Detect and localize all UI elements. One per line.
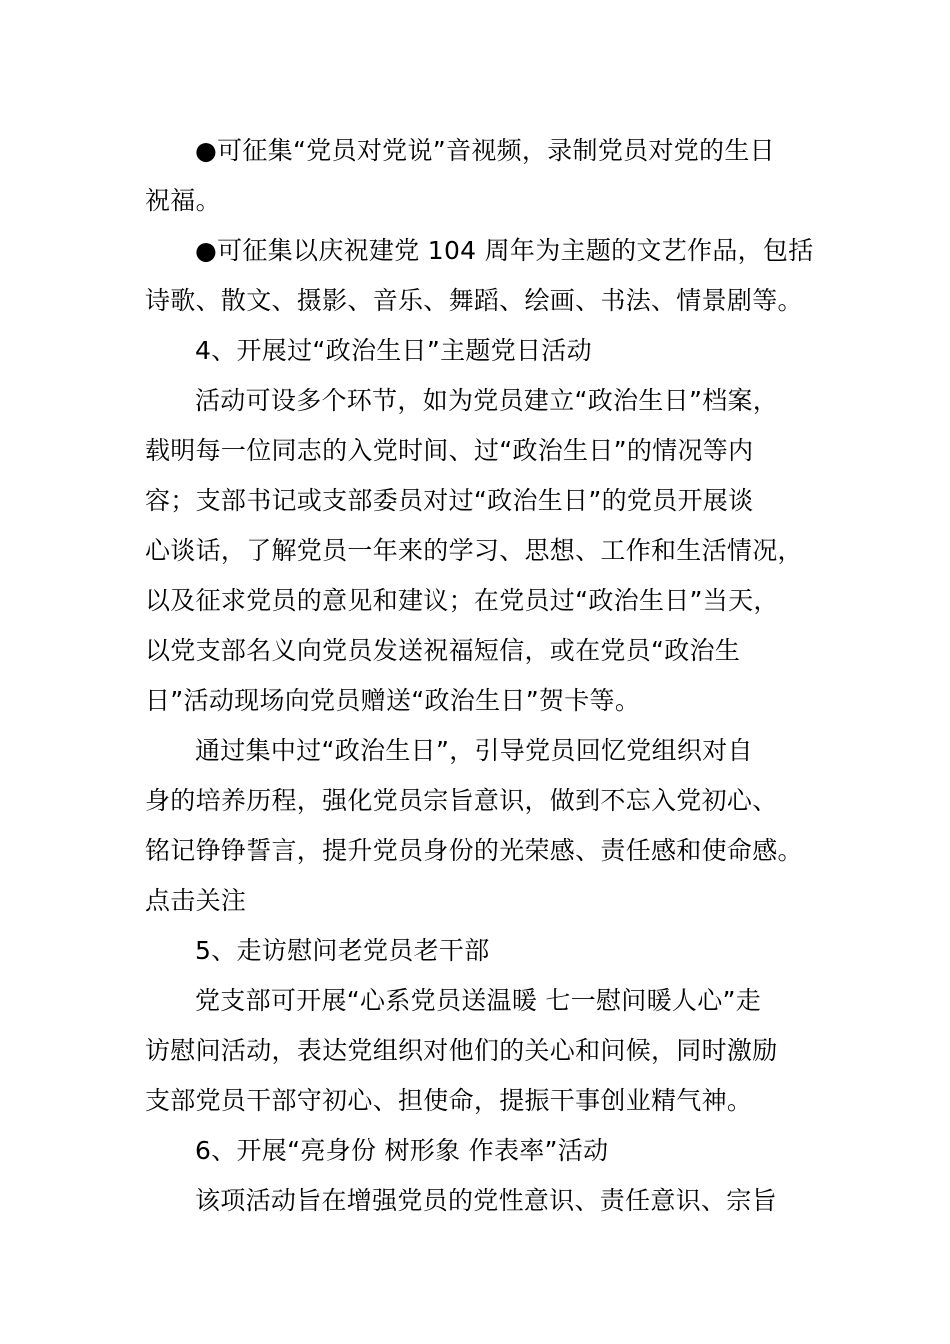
bullet-paragraph-line: ●可征集“党员对党说”音视频，录制党员对党的生日 [195, 136, 775, 165]
paragraph-line: 容；支部书记或支部委员对过“政治生日”的党员开展谈 [145, 486, 754, 515]
paragraph-line: 日”活动现场向党员赠送“政治生日”贺卡等。 [145, 686, 641, 715]
paragraph-line: 该项活动旨在增强党员的党性意识、责任意识、宗旨 [195, 1186, 777, 1215]
paragraph-line: 心谈话，了解党员一年来的学习、思想、工作和生活情况， [145, 536, 803, 565]
paragraph-line: 支部党员干部守初心、担使命，提振干事创业精气神。 [145, 1086, 753, 1115]
paragraph-line: 以及征求党员的意见和建议；在党员过“政治生日”当天， [145, 586, 779, 615]
paragraph-line: 通过集中过“政治生日”，引导党员回忆党组织对自 [195, 736, 753, 765]
paragraph-line: 身的培养历程，强化党员宗旨意识，做到不忘入党初心、 [145, 786, 778, 815]
section-heading: 6、开展“亮身份 树形象 作表率”活动 [195, 1136, 609, 1165]
paragraph-line: 铭记铮铮誓言，提升党员身份的光荣感、责任感和使命感。 [145, 836, 803, 865]
paragraph-line: 活动可设多个环节，如为党员建立“政治生日”档案， [195, 386, 779, 415]
section-heading: 5、走访慰问老党员老干部 [195, 936, 490, 965]
bullet-paragraph-line: ●可征集以庆祝建党 104 周年为主题的文艺作品，包括 [195, 236, 814, 265]
paragraph-line: 以党支部名义向党员发送祝福短信，或在党员“政治生 [145, 636, 741, 665]
paragraph-line: 载明每一位同志的入党时间、过“政治生日”的情况等内 [145, 436, 754, 465]
paragraph-line: 党支部可开展“心系党员送温暖 七一慰问暖人心”走 [195, 986, 762, 1015]
bullet-paragraph-line: 诗歌、散文、摄影、音乐、舞蹈、绘画、书法、情景剧等。 [145, 286, 803, 315]
section-heading: 4、开展过“政治生日”主题党日活动 [195, 336, 592, 365]
bullet-paragraph-line: 祝福。 [145, 186, 221, 215]
paragraph-line: 访慰问活动，表达党组织对他们的关心和问候，同时激励 [145, 1036, 778, 1065]
follow-link-text: 点击关注 [145, 886, 247, 915]
